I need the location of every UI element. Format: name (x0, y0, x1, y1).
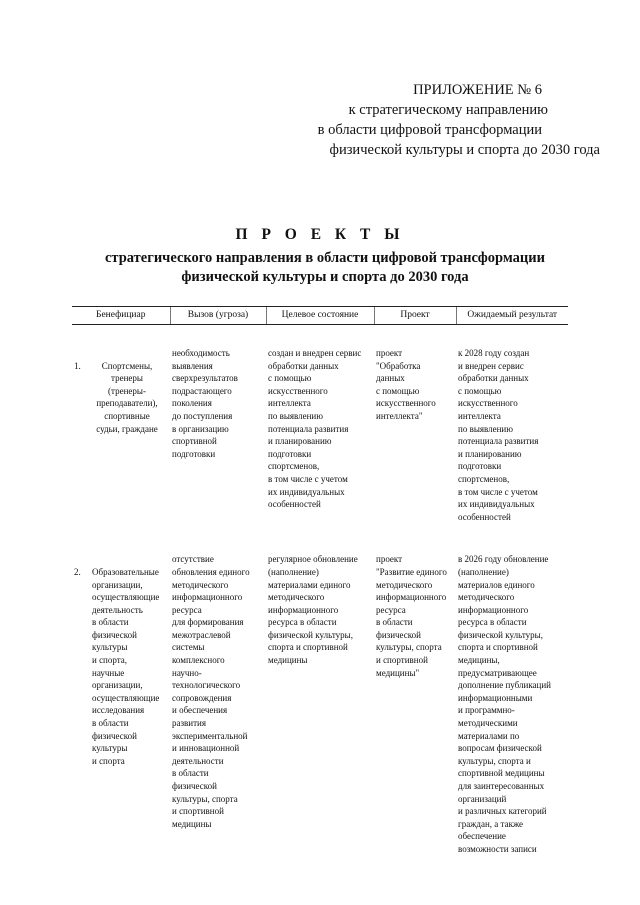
row-number: 2. (74, 566, 81, 577)
beneficiary-cell (72, 553, 170, 855)
expected-result-cell: к 2028 году создан и внедрен сервис обработки данных с помощью искусственного интеллекта по выявлению потенциала развития и планированию подготовки спортсменов, в том числе с учетом их индивидуальных особенностей (458, 348, 539, 522)
header-target-state: Целевое состояние (266, 307, 374, 325)
project-cell: проект "Обработка данных с помощью искусственного интеллекта" (376, 348, 436, 421)
appendix-line-3: физической культуры и спорта до 2030 года (329, 142, 600, 158)
beneficiary-text: Образовательные организации, осуществляющие деятельность в области физической культуры и спорта, научные организации, осуществляющие исследования в области физической культуры и спорта (92, 566, 160, 766)
header-beneficiary: Бенефициар (72, 307, 170, 325)
subtitle-line-2: физической культуры и спорта до 2030 года (181, 269, 469, 285)
target-state-cell: создан и внедрен сервис обработки данных с помощью искусственного интеллекта по выявлению потенциала развития и планированию подготовки спортсменов, в том числе с учетом их индивидуальных особенностей (268, 348, 362, 510)
challenge-cell: необходимость выявления сверхрезультатов подрастающего поколения до поступления в организацию спортивной подготовки (172, 348, 238, 459)
appendix-line-2: в области цифровой трансформации (317, 122, 542, 138)
projects-table (72, 306, 568, 856)
header-project: Проект (374, 307, 456, 325)
subtitle-line-1: стратегического направления в области цифровой трансформации (105, 250, 545, 266)
challenge-cell: отсутствие обновления единого методического информационного ресурса для формирования межотраслевой системы комплексного научно- технологического сопровождения и обеспечения развития экспериментальной и инновационной деятельности в области физической культуры, спорта и спортивной медицины (172, 554, 250, 829)
table-row (72, 553, 568, 855)
document-subtitle (60, 249, 590, 287)
header-challenge: Вызов (угроза) (170, 307, 266, 325)
header-expected-result: Ожидаемый результат (456, 307, 568, 325)
appendix-block (270, 80, 600, 160)
appendix-heading: ПРИЛОЖЕНИЕ № 6 (413, 82, 542, 98)
beneficiary-cell (72, 347, 170, 523)
appendix-line-1: к стратегическому направлению (348, 102, 548, 118)
table-header-row (72, 307, 568, 325)
row-number: 1. (74, 360, 81, 371)
target-state-cell: регулярное обновление (наполнение) материалами единого методического информационного ресурса в области физической культуры, спорта и спортивной медицины (268, 554, 358, 666)
table-row (72, 347, 568, 523)
beneficiary-text: Спортсмены, тренеры (тренеры- преподаватели), спортивные судьи, граждане (96, 360, 158, 434)
document-title: П Р О Е К Т Ы (235, 226, 405, 243)
project-cell: проект "Развитие единого методического информационного ресурса в области физической культуры, спорта и спортивной медицины" (376, 554, 447, 678)
expected-result-cell: в 2026 году обновление (наполнение) материалов единого методического информационного ресурса в области физической культуры, спорта и спортивной медицины, предусматривающее дополнение публикаций информационными и программно- методическими материалами по вопросам физической культуры, спорта и спортивной медицины для заинтересованных организаций и различных категорий граждан, а также обеспечение возможности записи (458, 554, 551, 854)
